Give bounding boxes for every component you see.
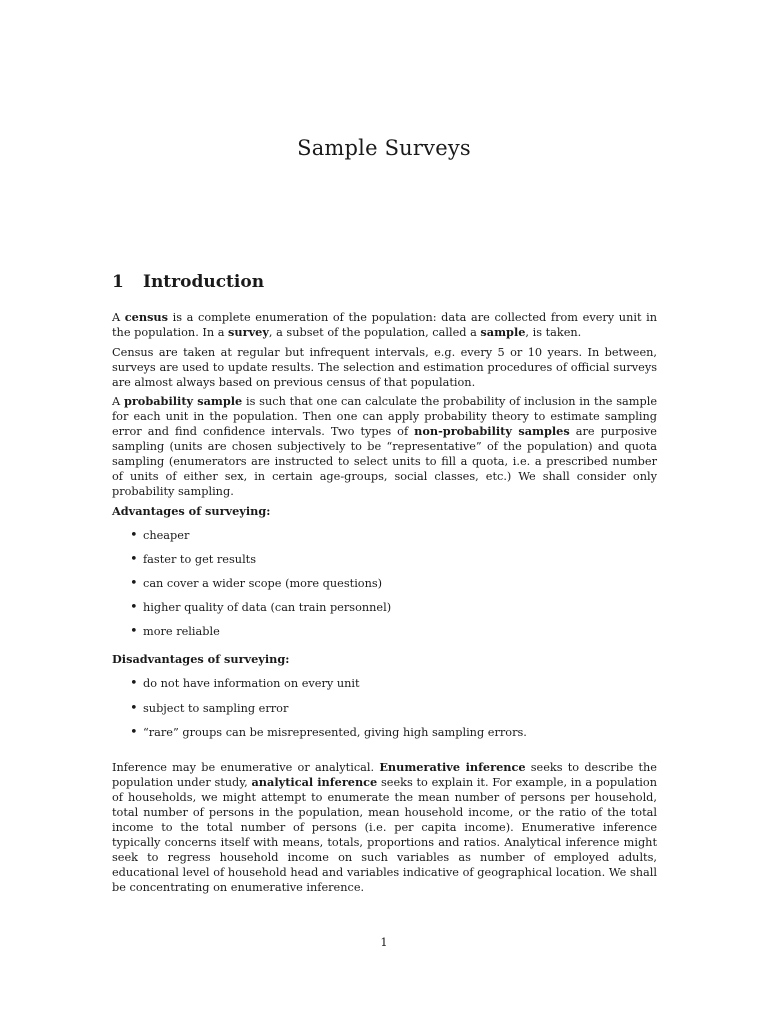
disadvantages-list xyxy=(112,673,657,746)
paragraph-census: A census is a complete enumeration of the population: data are collected from every unit in the population. In a survey, a subset of the population, called a sample, is taken. xyxy=(112,310,658,339)
bold-term: analytical inference xyxy=(251,775,378,789)
bold-term: probability sample xyxy=(123,394,243,408)
bold-term: Enumerative inference xyxy=(379,760,526,774)
paragraph-probability-sample: A probability sample is such that one can calculate the probability of inclusion in the sample for each unit in the population. Then one can apply probability theory to estimate sampling error and find confidence intervals. Two types of non-probability samples are purposive sampling (units are chosen subjectively to be “representative” of the population) and quota sampling (enumerators are instructed to select units to fill a quota, i.e. a prescribed number of units of either sex, in certain age-groups, social classes, etc.) We shall consider only probability sampling. xyxy=(112,394,658,498)
advantage-item: • cheaper xyxy=(112,525,657,549)
section-number: 1 xyxy=(112,272,124,292)
advantage-item: • faster to get results xyxy=(112,549,657,573)
advantage-item: • higher quality of data (can train personnel) xyxy=(112,597,657,621)
advantage-item: • more reliable xyxy=(112,621,657,645)
disadvantage-item: • do not have information on every unit xyxy=(112,673,657,697)
disadvantages-heading: Disadvantages of surveying: xyxy=(112,652,290,667)
paragraph-inference: Inference may be enumerative or analytical. Enumerative inference seeks to describe the population under study, analytical inference seeks to explain it. For example, in a population of households, we might attempt to enumerate the mean number of persons per household, total number of persons in the population, mean household income, or the ratio of the total income to the total number of persons (i.e. per capita income). Enumerative inference typically concerns itself with means, totals, proportions and ratios. Analytical inference might seek to regress household income on such variables as number of employed adults, educational level of household head and variables indicative of geographical location. We shall be concentrating on enumerative inference. xyxy=(112,760,657,894)
bold-term: census xyxy=(124,310,169,324)
bold-term: sample xyxy=(480,325,526,339)
advantages-list xyxy=(112,525,657,646)
bold-term: survey xyxy=(228,325,269,339)
paragraph-census-intervals: Census are taken at regular but infrequent intervals, e.g. every 5 or 10 years. In between, surveys are used to update results. The selection and estimation procedures of official surveys are almost always based on previous census of that population. xyxy=(112,345,657,389)
document-title: Sample Surveys xyxy=(297,136,471,160)
page-number: 1 xyxy=(380,936,388,949)
section-title: Introduction xyxy=(143,272,265,292)
advantage-item: • can cover a wider scope (more questions) xyxy=(112,573,657,597)
body-text xyxy=(112,310,657,900)
disadvantage-item: • “rare” groups can be misrepresented, giving high sampling errors. xyxy=(112,722,657,746)
disadvantage-item: • subject to sampling error xyxy=(112,698,657,722)
advantages-heading: Advantages of surveying: xyxy=(112,503,271,518)
bold-term: non-probability samples xyxy=(414,424,570,438)
section-heading xyxy=(112,272,264,292)
